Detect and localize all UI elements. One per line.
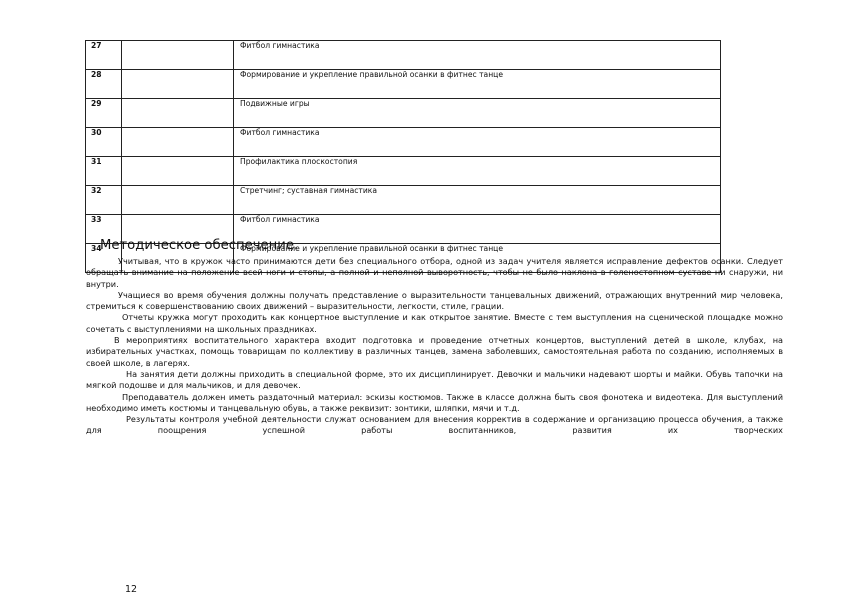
row-topic-cell: Фитбол гимнастика <box>234 215 721 244</box>
row-empty-cell <box>122 157 234 186</box>
row-empty-cell <box>122 70 234 99</box>
row-number-cell: 27 <box>86 41 122 70</box>
row-topic-cell: Формирование и укрепление правильной осанки в фитнес танце <box>234 70 721 99</box>
row-empty-cell <box>122 128 234 157</box>
row-number-cell: 34 <box>86 244 122 273</box>
page-number: 12 <box>125 584 138 595</box>
section-body <box>86 256 783 437</box>
body-paragraph: Учитывая, что в кружок часто принимаются дети без специального отбора, одной из задач учителя является исправление дефектов осанки. Следует обращать внимание на положение всей ноги и стопы, а полной и неполной выворотность, чтобы не было наклона в голеностопном суставе ни снаружи, ни внутри. <box>86 256 783 289</box>
row-topic-cell: Стретчинг; суставная гимнастика <box>234 186 721 215</box>
row-empty-cell <box>122 186 234 215</box>
section-heading: Методическое обеспечение. <box>100 238 299 253</box>
row-number-cell: 33 <box>86 215 122 244</box>
table-row <box>86 157 721 186</box>
body-paragraph: Результаты контроля учебной деятельности служат основанием для внесения корректив в содержание и организацию процесса обучения, а также для поощрения успешной работы воспитанников, развития их творческих <box>86 414 783 436</box>
row-empty-cell <box>122 99 234 128</box>
body-paragraph: Преподаватель должен иметь раздаточный материал: эскизы костюмов. Также в классе должна быть своя фонотека и видеотека. Для выступлений необходимо иметь костюмы и танцевальную обувь, а также реквизит: зонтики, шляпки, мячи и т.д. <box>86 391 783 413</box>
table-row <box>86 186 721 215</box>
row-topic-cell: Подвижные игры <box>234 99 721 128</box>
row-number-cell: 30 <box>86 128 122 157</box>
body-paragraph: Отчеты кружка могут проходить как концертное выступление и как открытое занятие. Вместе с тем выступления на сценической площадке можно сочетать с выступлениями на школьных праздниках. <box>86 312 783 334</box>
row-number-cell: 28 <box>86 70 122 99</box>
row-number-cell: 29 <box>86 99 122 128</box>
row-empty-cell <box>122 41 234 70</box>
row-number-cell: 32 <box>86 186 122 215</box>
table-row <box>86 128 721 157</box>
row-topic-cell: Профилактика плоскостопия <box>234 157 721 186</box>
row-number-cell: 31 <box>86 157 122 186</box>
body-paragraph: В мероприятиях воспитательного характера входит подготовка и проведение отчетных концертов, выступлений детей в школе, клубах, на избирательных участках, помощь товарищам по коллективу в различных танцев, замена заболевших, самостоятельная работа по созданию, исполняемых в своей школе, в лагерях. <box>86 335 783 368</box>
table-row <box>86 70 721 99</box>
body-paragraph: Учащиеся во время обучения должны получать представление о выразительности танцевальных движений, отражающих внутренний мир человека, стремиться к совершенствованию своих движений – выразительности, легкости, стиле, грации. <box>86 289 783 312</box>
table-row <box>86 99 721 128</box>
table-row <box>86 41 721 70</box>
row-topic-cell: Фитбол гимнастика <box>234 128 721 157</box>
row-topic-cell: Формирование и укрепление правильной осанки в фитнес танце <box>234 244 721 273</box>
body-paragraph: На занятия дети должны приходить в специальной форме, это их дисциплинирует. Девочки и мальчики надевают шорты и майки. Обувь тапочки на мягкой подошве и для мальчиков, и для девочек. <box>86 368 783 391</box>
row-topic-cell: Фитбол гимнастика <box>234 41 721 70</box>
